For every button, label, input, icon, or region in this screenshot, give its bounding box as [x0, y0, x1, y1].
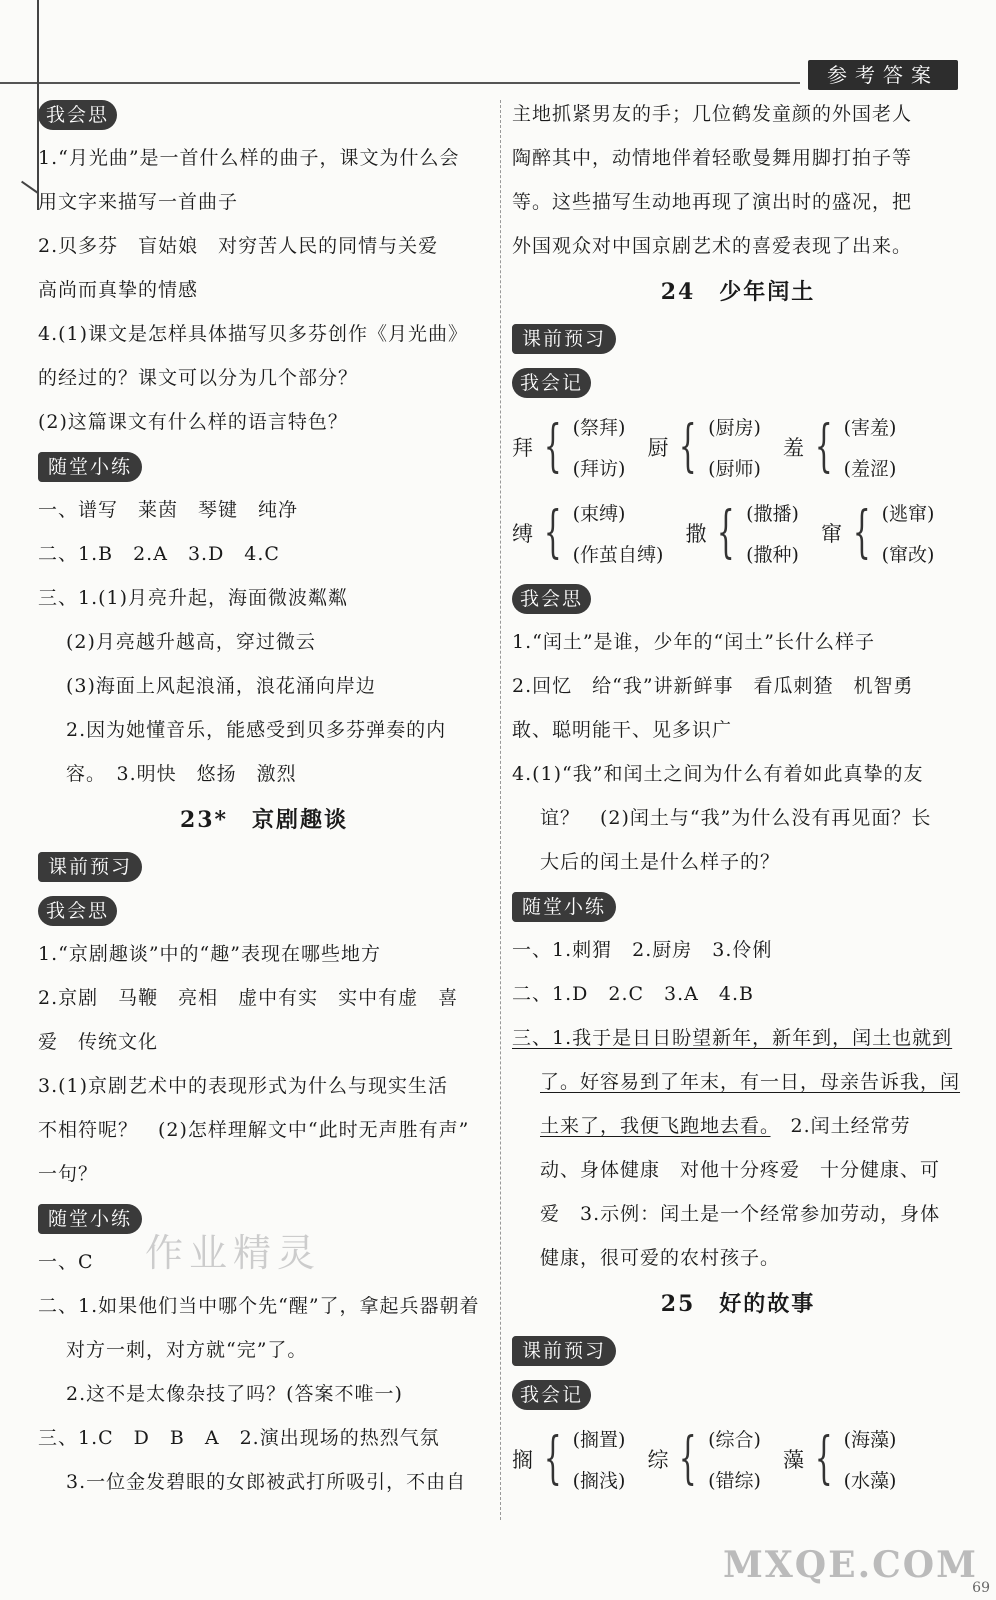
brace-glyph: {	[543, 500, 562, 565]
text-line: 一、C	[38, 1251, 94, 1273]
text-line: 等。这些描写生动地再现了演出时的盛况，把	[512, 191, 913, 213]
brace-group	[647, 413, 760, 481]
brace-words	[573, 413, 626, 481]
text-line: 二、1.如果他们当中哪个先“醒”了，拿起兵器朝着	[38, 1295, 480, 1317]
text-line: (2)月亮越升越高，穿过微云	[66, 631, 316, 653]
brace-words	[573, 1425, 626, 1493]
text-line: 高尚而真挚的情感	[38, 279, 199, 301]
word-item: (害羞)	[843, 417, 897, 439]
text-line: 2.京剧 马鞭 亮相 虚中有实 实中有虚 喜	[38, 987, 459, 1009]
word-item: (综合)	[708, 1429, 761, 1451]
section-tag: 课前预习	[512, 324, 616, 354]
section-body	[38, 932, 490, 1196]
base-character: 综	[647, 1448, 669, 1472]
brace-glyph: {	[717, 500, 736, 565]
brace-words	[844, 413, 897, 481]
word-item: (搁置)	[572, 1429, 626, 1451]
text-line: 不相符呢？ (2)怎样理解文中“此时无声胜有声”	[38, 1119, 470, 1141]
word-item: (错综)	[708, 1470, 761, 1492]
base-character: 厨	[647, 436, 669, 460]
word-item: (海藻)	[843, 1429, 897, 1451]
text-line	[512, 1016, 964, 1060]
brace-words	[708, 413, 761, 481]
word-item: (水藻)	[843, 1470, 897, 1492]
lesson-title: 23* 京剧趣谈	[179, 807, 349, 833]
text-line: 一、1.刺猬 2.厨房 3.伶俐	[512, 939, 773, 961]
word-item: (作茧自缚)	[572, 544, 664, 566]
section-tag: 课前预习	[38, 852, 142, 882]
text-line: 1.“月光曲”是一首什么样的曲子，课文为什么会	[38, 147, 460, 169]
watermark-text: 作业精灵	[145, 1231, 322, 1275]
answer-key-tag: 参考答案	[808, 60, 958, 90]
base-character: 藻	[782, 1448, 804, 1472]
text-line: 2.因为她懂音乐，能感受到贝多芬弹奏的内	[66, 719, 447, 741]
text-line: 1.“闰土”是谁，少年的“闰土”长什么样子	[512, 631, 875, 653]
base-character: 缚	[512, 522, 533, 546]
brace-glyph: {	[543, 1426, 562, 1491]
word-item: (束缚)	[572, 503, 626, 525]
header-rule	[0, 82, 800, 84]
section-tag: 我会思	[38, 100, 117, 130]
underlined-text: 土来了，我便飞跑地去看。	[540, 1115, 771, 1137]
text-line: 敢、聪明能干、见多识广	[512, 719, 733, 741]
brace-group	[512, 413, 625, 481]
section-body	[38, 136, 490, 444]
brace-glyph: {	[679, 414, 698, 479]
text-line: 大后的闰土是什么样子的？	[540, 851, 781, 873]
brace-group	[512, 499, 663, 567]
brace-group	[647, 1425, 760, 1493]
text-line: 爱 传统文化	[38, 1031, 159, 1053]
brace-glyph: {	[814, 1426, 833, 1491]
text-line	[512, 1104, 964, 1148]
brace-words	[573, 499, 664, 567]
word-item: (厨房)	[708, 417, 761, 439]
text-line: 一句？	[38, 1163, 99, 1185]
brace-words	[882, 499, 935, 567]
section-body	[38, 1328, 490, 1416]
word-item: (厨师)	[708, 458, 761, 480]
text-line: 容。 3.明快 悠扬 激烈	[66, 763, 297, 785]
brace-group	[512, 1425, 625, 1493]
section-tag: 我会记	[512, 1380, 591, 1410]
word-item: (窜改)	[881, 544, 935, 566]
text-line: 陶醉其中，动情地伴着轻歌曼舞用脚打拍子等	[512, 147, 913, 169]
text-line: 4.(1)“我”和闰土之间为什么有着如此真挚的友	[512, 763, 924, 785]
text-line: 二、1.D 2.C 3.A 4.B	[512, 983, 754, 1005]
word-item: (羞涩)	[843, 458, 897, 480]
word-brace-row	[512, 490, 964, 576]
right-column	[512, 92, 964, 1502]
brace-glyph: {	[814, 414, 833, 479]
brace-group	[685, 499, 798, 567]
margin-tick	[21, 181, 39, 194]
text-line: 外国观众对中国京剧艺术的喜爱表现了出来。	[512, 235, 913, 257]
section-tag: 我会思	[38, 896, 117, 926]
text-line: 谊？ (2)闰土与“我”为什么没有再见面？长	[540, 807, 932, 829]
text-line: 二、1.B 2.A 3.D 4.C	[38, 543, 280, 565]
text-line: (2)这篇课文有什么样的语言特色？	[38, 411, 348, 433]
section-tag: 课前预习	[512, 1336, 616, 1366]
base-character: 撒	[685, 522, 707, 546]
brace-words	[844, 1425, 897, 1493]
base-character: 拜	[512, 436, 533, 460]
text-line: 2.这不是太像杂技了吗？(答案不唯一)	[66, 1383, 403, 1405]
text-line: 三、1.(1)月亮升起，海面微波粼粼	[38, 587, 349, 609]
word-item: (搁浅)	[572, 1470, 626, 1492]
lesson-title: 25 好的故事	[660, 1291, 816, 1317]
word-brace-row	[512, 404, 964, 490]
word-item: (撒播)	[746, 503, 799, 525]
text-line: 3.(1)京剧艺术中的表现形式为什么与现实生活	[38, 1075, 449, 1097]
brace-glyph: {	[543, 414, 562, 479]
site-logo: MXQE.COM	[723, 1544, 978, 1586]
word-brace-row	[512, 1416, 964, 1502]
text-line: 爱 3.示例：闰土是一个经常参加劳动，身体	[540, 1203, 941, 1225]
section-body	[512, 796, 964, 884]
section-body	[512, 928, 964, 1016]
base-character: 羞	[782, 436, 804, 460]
word-item: (拜访)	[572, 458, 626, 480]
brace-group	[821, 499, 934, 567]
page-number: 69	[972, 1580, 990, 1596]
base-character: 窜	[820, 522, 842, 546]
text-line: 3.一位金发碧眼的女郎被武打所吸引，不由自	[66, 1471, 467, 1493]
underlined-text: 了。好容易到了年末，有一日，母亲告诉我，闰	[540, 1071, 961, 1093]
word-item: (逃窜)	[881, 503, 935, 525]
section-tag: 我会记	[512, 368, 591, 398]
brace-words	[708, 1425, 761, 1493]
brace-group	[783, 1425, 896, 1493]
text-line: (3)海面上风起浪涌，浪花涌向岸边	[66, 675, 376, 697]
text-line	[512, 1060, 964, 1104]
section-body	[38, 620, 490, 752]
section-body	[38, 488, 490, 620]
section-tag: 随堂小练	[38, 1204, 142, 1234]
text-line: 用文字来描写一首曲子	[38, 191, 239, 213]
text-line: 2.回忆 给“我”讲新鲜事 看瓜刺猹 机智勇	[512, 675, 914, 697]
section-body	[512, 1148, 964, 1280]
text-line: 一、谱写 莱茵 琴键 纯净	[38, 499, 299, 521]
base-character: 搁	[512, 1448, 533, 1472]
text-line: 动、身体健康 对他十分疼爱 十分健康、可	[540, 1159, 941, 1181]
text-line: 4.(1)课文是怎样具体描写贝多芬创作《月光曲》	[38, 323, 469, 345]
column-divider	[500, 100, 501, 1520]
brace-group	[783, 413, 896, 481]
brace-glyph: {	[679, 1426, 698, 1491]
section-tag: 随堂小练	[38, 452, 142, 482]
text-line: 对方一刺，对方就“完”了。	[66, 1339, 308, 1361]
word-item: (撒种)	[746, 544, 799, 566]
lesson-title: 24 少年闰土	[660, 279, 816, 305]
text-line: 2.贝多芬 盲姑娘 对穷苦人民的同情与关爱	[38, 235, 439, 257]
brace-glyph: {	[852, 500, 871, 565]
text-line: 的经过的？课文可以分为几个部分？	[38, 367, 359, 389]
word-item: (祭拜)	[572, 417, 626, 439]
text-span: 2.闰土经常劳	[770, 1115, 911, 1137]
underlined-text: 三、1.我于是日日盼望新年，新年到，闰土也就到	[512, 1027, 953, 1049]
left-column	[38, 92, 490, 1504]
section-body	[512, 620, 964, 796]
text-line: 健康，很可爱的农村孩子。	[540, 1247, 781, 1269]
text-line: 主地抓紧男友的手；几位鹤发童颜的外国老人	[512, 103, 913, 125]
section-tag: 随堂小练	[512, 892, 616, 922]
text-line: 1.“京剧趣谈”中的“趣”表现在哪些地方	[38, 943, 381, 965]
section-body	[512, 92, 964, 268]
brace-words	[746, 499, 799, 567]
section-tag: 我会思	[512, 584, 591, 614]
text-line: 三、1.C D B A 2.演出现场的热烈气氛	[38, 1427, 440, 1449]
